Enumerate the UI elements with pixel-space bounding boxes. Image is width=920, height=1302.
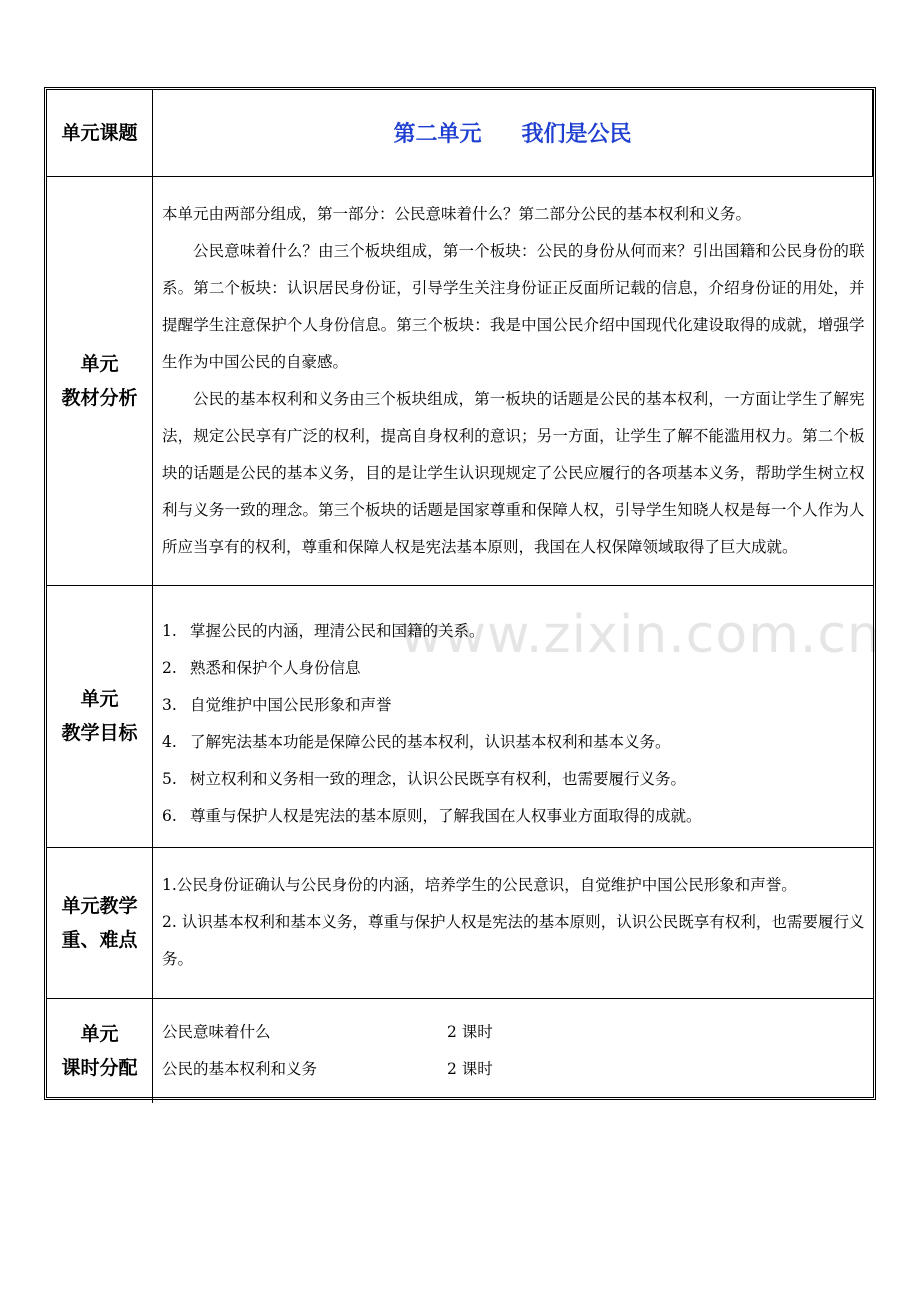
goal-item: 6. 尊重与保护人权是宪法的基本原则，了解我国在人权事业方面取得的成就。 <box>162 807 702 825</box>
schedule-hours: 2 课时 <box>447 1022 493 1041</box>
schedule-topic: 公民意味着什么 <box>162 1022 271 1041</box>
label-schedule-line1: 单元 <box>80 1022 119 1045</box>
schedule-content <box>153 998 873 1103</box>
goal-item: 4. 了解宪法基本功能是保障公民的基本权利，认识基本权利和基本义务。 <box>162 733 671 751</box>
label-analysis <box>47 176 153 585</box>
row-unit-title <box>47 90 873 176</box>
goal-item: 3. 自觉维护中国公民形象和声誉 <box>162 696 392 714</box>
unit-title <box>153 90 873 176</box>
analysis-paragraph-2: 公民意味着什么？由三个板块组成，第一个板块：公民的身份从何而来？引出国籍和公民身份的联系。第二个板块：认识居民身份证，引导学生关注身份证正反面所记载的信息，介绍身份证的用处，并提醒学生注意保护个人身份信息。第三个板块：我是中国公民介绍中国现代化建设取得的成就，增强学生作为中国公民的自豪感。 <box>162 241 865 371</box>
label-goals-line1: 单元 <box>80 688 119 710</box>
label-analysis-line1: 单元 <box>80 352 119 375</box>
label-difficulties-line2: 重、难点 <box>61 928 138 951</box>
unit-plan-table-frame <box>44 87 876 1100</box>
label-difficulties <box>47 847 153 998</box>
label-goals-line2: 教学目标 <box>61 722 138 744</box>
analysis-paragraph-1: 本单元由两部分组成，第一部分：公民意味着什么？第二部分公民的基本权利和义务。 <box>162 204 752 223</box>
unit-title-part1: 第二单元 <box>393 122 482 148</box>
schedule-row <box>162 1051 865 1088</box>
analysis-content <box>153 176 873 585</box>
row-goals <box>47 585 873 847</box>
schedule-topic: 公民的基本权利和义务 <box>162 1059 318 1078</box>
label-schedule-line2: 课时分配 <box>61 1056 138 1079</box>
goal-item: 5. 树立权利和义务相一致的理念，认识公民既享有权利，也需要履行义务。 <box>162 770 687 788</box>
label-analysis-line2: 教材分析 <box>61 386 138 409</box>
schedule-row <box>162 1014 865 1051</box>
label-unit-title: 单元课题 <box>47 90 153 176</box>
schedule-hours: 2 课时 <box>447 1059 493 1078</box>
label-difficulties-line1: 单元教学 <box>61 894 138 917</box>
label-schedule <box>47 998 153 1103</box>
goal-item: 1. 掌握公民的内涵，理清公民和国籍的关系。 <box>162 622 485 640</box>
analysis-paragraph-3: 公民的基本权利和义务由三个板块组成，第一板块的话题是公民的基本权利，一方面让学生了解宪法，规定公民享有广泛的权利，提高自身权利的意识；另一方面，让学生了解不能滥用权力。第二个板块的话题是公民的基本义务，目的是让学生认识现规定了公民应履行的各项基本义务，帮助学生树立权利与义务一致的理念。第三个板块的话题是国家尊重和保障人权，引导学生知晓人权是每一个人作为人所应当享有的权利，尊重和保障人权是宪法基本原则，我国在人权保障领域取得了巨大成就。 <box>162 389 865 556</box>
goals-content <box>153 585 873 847</box>
goal-item: 2. 熟悉和保护个人身份信息 <box>162 659 361 677</box>
row-difficulties <box>47 847 873 998</box>
row-analysis <box>47 176 873 585</box>
goal-list <box>162 597 865 835</box>
label-goals <box>47 585 153 847</box>
unit-title-part2: 我们是公民 <box>521 122 632 148</box>
unit-plan-table <box>47 90 873 1103</box>
difficulty-item-1: 1.公民身份证确认与公民身份的内涵，培养学生的公民意识，自觉维护中国公民形象和声誉。 <box>162 876 797 894</box>
difficulty-item-2: 2. 认识基本权利和基本义务，尊重与保护人权是宪法的基本原则，认识公民既享有权利，也需要履行义务。 <box>162 913 865 968</box>
difficulties-content <box>153 847 873 998</box>
row-schedule <box>47 998 873 1103</box>
watermark-text: www.zixin.com.cn <box>400 605 881 665</box>
